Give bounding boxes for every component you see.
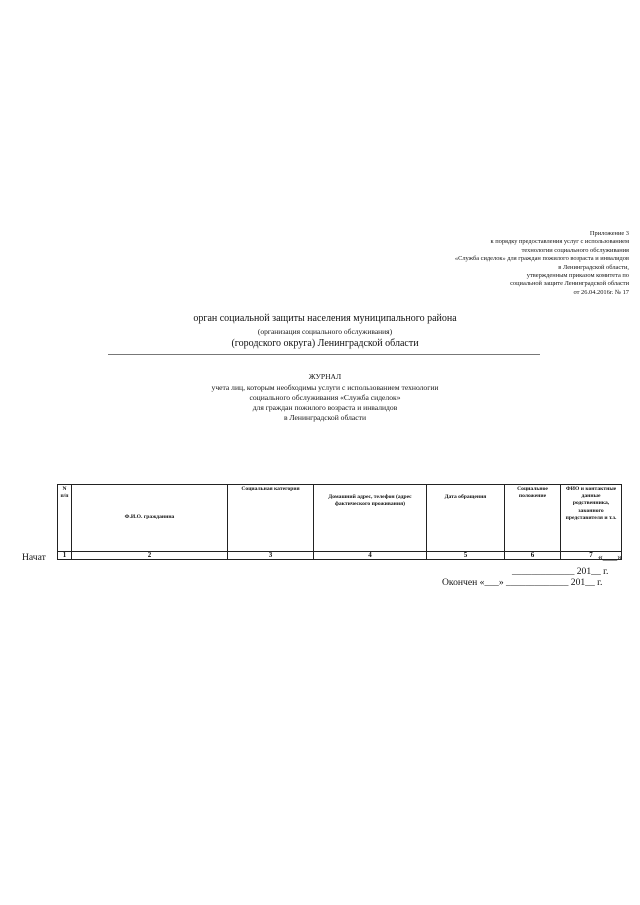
column-number-cell: 6 bbox=[505, 552, 561, 560]
journal-description bbox=[110, 383, 540, 423]
header-social-category: Социальная категория bbox=[228, 485, 314, 552]
appendix-line: «Служба сиделок» для граждан пожилого возраста и инвалидов bbox=[454, 255, 629, 263]
appendix-line: от 26.04.2016г. № 17 bbox=[573, 288, 629, 296]
header-number: N п/п bbox=[58, 485, 72, 552]
table-header-row bbox=[58, 485, 622, 552]
column-number-cell: 3 bbox=[228, 552, 314, 560]
table-row bbox=[58, 552, 622, 560]
appendix-line: в Ленинградской области, bbox=[558, 263, 629, 271]
column-number-cell: 5 bbox=[427, 552, 505, 560]
started-label: Начат bbox=[22, 552, 46, 563]
journal-title: ЖУРНАЛ bbox=[308, 372, 342, 381]
header-request-date: Дата обращения bbox=[427, 485, 505, 552]
organization-title: орган социальной защиты населения муниципального района bbox=[193, 313, 457, 324]
journal-table bbox=[57, 484, 622, 560]
start-date-quotes: «___» bbox=[598, 552, 622, 563]
header-relative-contact: ФИО и контактные данные родственника, законного представителя и т.з. bbox=[561, 485, 622, 552]
organization-subtitle: (организация социального обслуживания) bbox=[257, 327, 393, 336]
ended-line: Окончен «___» _____________ 201__ г. bbox=[442, 577, 603, 588]
appendix-line: социальной защите Ленинградской области bbox=[510, 280, 629, 288]
appendix-block bbox=[329, 230, 629, 297]
divider-line bbox=[108, 354, 540, 355]
journal-description-line: в Ленинградской области bbox=[283, 413, 367, 422]
journal-description-line: социального обслуживания «Служба сиделок» bbox=[249, 393, 401, 402]
column-number-cell: 7 bbox=[561, 552, 622, 560]
appendix-line: утвержденным приказом комитета по bbox=[526, 272, 629, 280]
journal-description-line: для граждан пожилого возраста и инвалидов bbox=[252, 403, 398, 412]
organization-region: (городского округа) Ленинградской области bbox=[231, 338, 419, 349]
start-year-field: _____________ 201__ г. bbox=[512, 566, 609, 577]
column-number-cell: 2 bbox=[72, 552, 228, 560]
header-full-name: Ф.И.О. гражданина bbox=[72, 485, 228, 552]
header-social-status: Социальное положение bbox=[505, 485, 561, 552]
column-number-cell: 1 bbox=[58, 552, 72, 560]
appendix-line: Приложение 3 bbox=[589, 230, 629, 237]
header-home-address: Домашний адрес, телефон (адрес фактического проживания) bbox=[314, 485, 427, 552]
appendix-line: к порядку предоставления услуг с использованием bbox=[490, 238, 629, 246]
appendix-line: технологии социального обслуживания bbox=[521, 246, 629, 254]
journal-description-line: учета лиц, которым необходимы услуги с использованием технологии bbox=[211, 383, 439, 392]
column-number-cell: 4 bbox=[314, 552, 427, 560]
